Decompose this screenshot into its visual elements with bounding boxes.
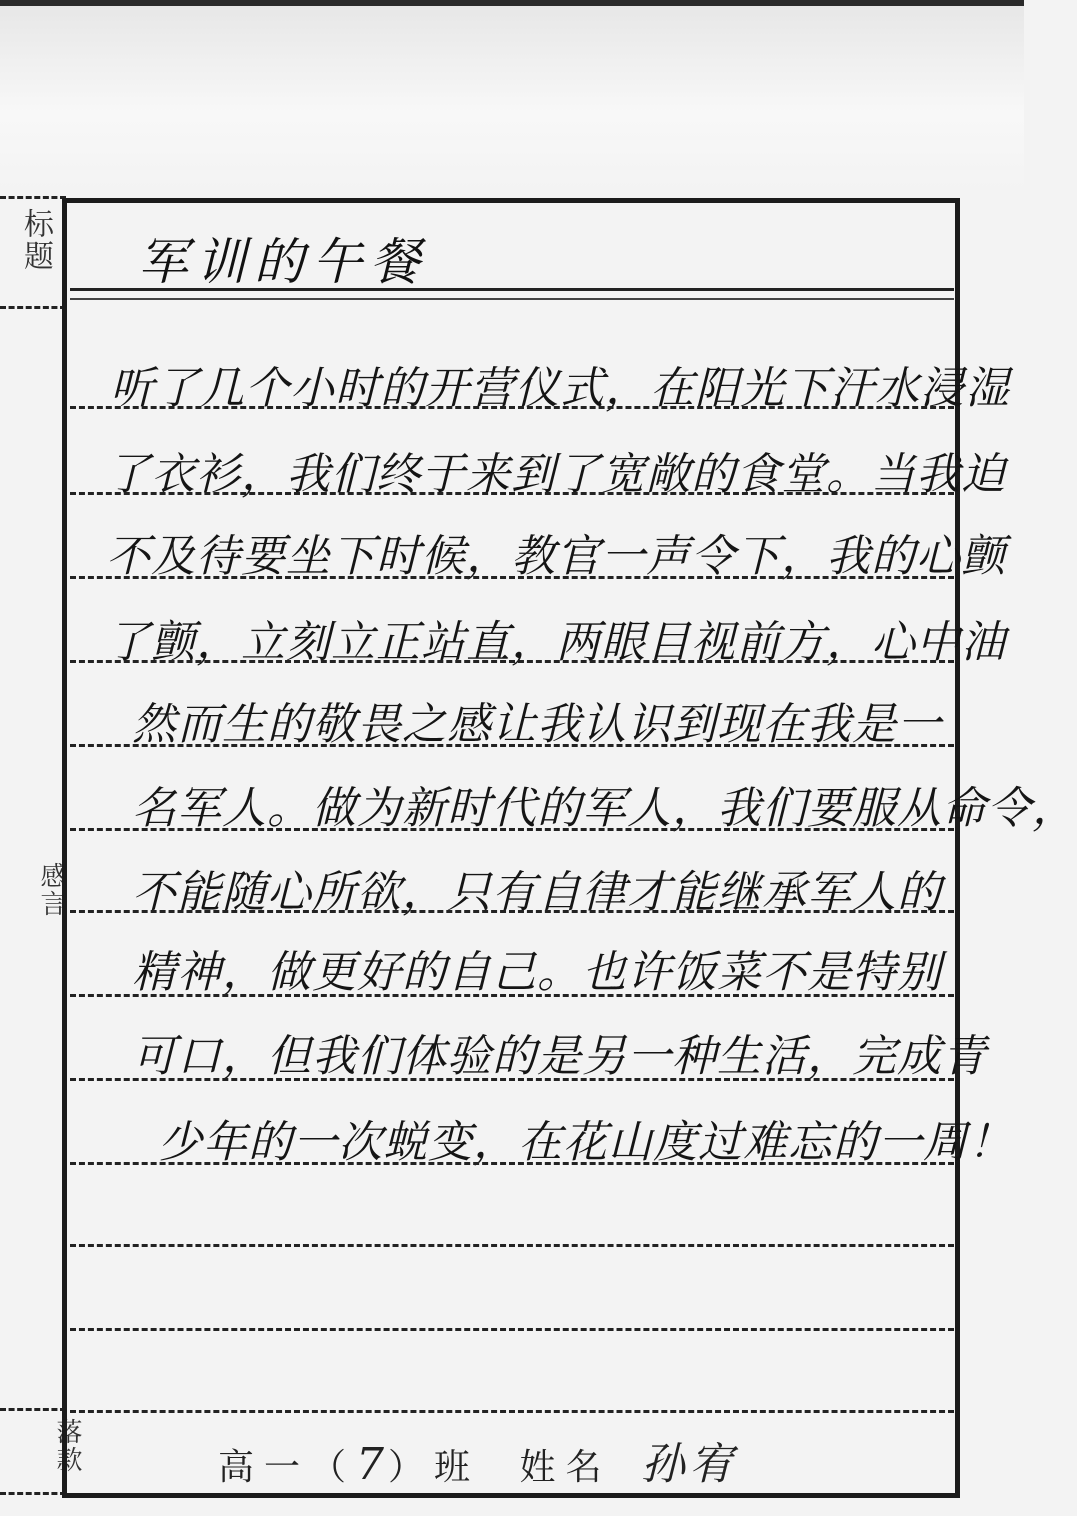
ruled-line: [70, 994, 954, 997]
label-title: 标题: [18, 208, 53, 272]
essay-line-2: 了衣衫，我们终于来到了宽敞的食堂。当我迫: [106, 449, 1006, 500]
ruled-line: [70, 1410, 954, 1413]
scan-edge: [0, 0, 1024, 6]
ruled-line: [70, 576, 954, 579]
signature-row: [218, 1428, 737, 1492]
ruled-line: [70, 492, 954, 495]
label-signature: 落款: [52, 1418, 82, 1474]
essay-title: 军训的午餐: [138, 233, 428, 291]
ruled-line: [70, 1162, 954, 1165]
grade-label: 高一: [218, 1447, 311, 1488]
name-label: 姓名: [519, 1447, 612, 1488]
student-name: 孙宥: [640, 1439, 737, 1490]
ruled-line: [70, 1244, 954, 1247]
margin-divider: [0, 1408, 66, 1411]
ruled-line: [70, 910, 954, 913]
ruled-line: [70, 660, 954, 663]
essay-line-7: 不能随心所欲，只有自律才能继承军人的: [132, 867, 942, 918]
essay-line-9: 可口，但我们体验的是另一种生活，完成青: [132, 1031, 987, 1082]
margin-divider: [0, 196, 66, 199]
title-rule: [70, 298, 954, 300]
margin-divider: [0, 1492, 66, 1495]
ruled-line: [70, 828, 954, 831]
ruled-line: [70, 744, 954, 747]
essay-line-3: 不及待要坐下时候，教官一声令下，我的心颤: [106, 531, 1006, 582]
title-rule: [70, 288, 954, 291]
class-open-paren: （: [310, 1447, 357, 1488]
class-close-paren: ）: [388, 1447, 435, 1488]
ruled-line: [70, 1328, 954, 1331]
scan-background: [0, 0, 1024, 190]
essay-line-5: 然而生的敬畏之感让我认识到现在我是一: [132, 699, 942, 750]
essay-line-10: 少年的一次蜕变，在花山度过难忘的一周！: [158, 1117, 1013, 1168]
ruled-line: [70, 406, 954, 409]
label-feelings: 感言: [36, 862, 66, 918]
essay-line-4: 了颤，立刻立正站直，两眼目视前方，心中油: [106, 617, 1006, 668]
margin-divider: [0, 306, 66, 309]
essay-line-1: 听了几个小时的开营仪式，在阳光下汗水浸湿: [110, 363, 1010, 414]
essay-line-8: 精神，做更好的自己。也许饭菜不是特别: [132, 947, 942, 998]
essay-line-6: 名军人。做为新时代的军人，我们要服从命令，: [132, 783, 1077, 834]
ruled-line: [70, 1078, 954, 1081]
class-label: 班: [434, 1447, 481, 1488]
class-number: 7: [356, 1439, 389, 1490]
